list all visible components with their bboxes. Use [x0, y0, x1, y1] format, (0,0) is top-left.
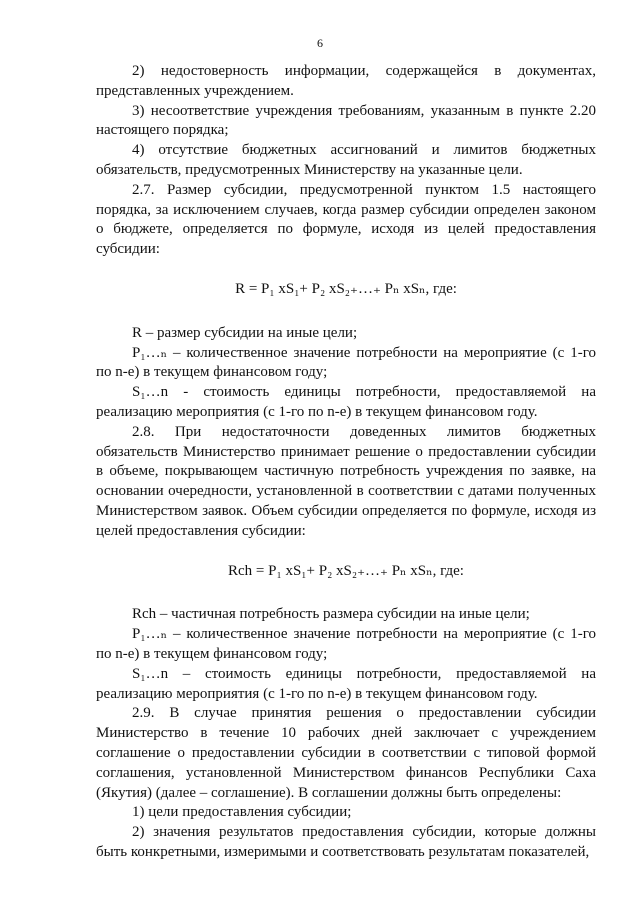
- definition-s-2: S₁…n – стоимость единицы потребности, предоставляемой на реализацию мероприятия (с 1-го по n-е) в текущем финансовом году.: [96, 665, 596, 702]
- paragraph-item-2: 2) недостоверность информации, содержащейся в документах, представленных учреждением.: [96, 63, 596, 99]
- definition-p-2: P₁…ₙ – количественное значение потребности на мероприятие (с 1-го по n-е) в текущем финансовом году;: [96, 626, 596, 662]
- definition-p: P₁…ₙ – количественное значение потребности на мероприятие (с 1-го по n-е) в текущем финансовом году;: [96, 344, 596, 381]
- paragraph-item-3: 3) несоответствие учреждения требованиям, указанным в пункте 2.20 настоящего порядка;: [96, 102, 596, 139]
- definition-rch: Rch – частичная потребность размера субсидии на иные цели;: [132, 606, 530, 623]
- paragraph-2-7: 2.7. Размер субсидии, предусмотренной пунктом 1.5 настоящего порядка, за исключением случаев, когда размер субсидии определен законом о бюджете, определяется по формуле, исходя из целей предоставления субсидии:: [96, 181, 596, 258]
- document-body: [96, 62, 596, 863]
- formula-partial-subsidy: Rch = P₁ xS₁+ P₂ xS₂₊…₊ Pₙ xSₙ, где:: [228, 562, 464, 579]
- paragraph-2-8: 2.8. При недостаточности доведенных лимитов бюджетных обязательств Министерство принимает решение о предоставлении субсидии в объеме, покрывающем частичную потребность учреждения по заявке, на основании очередности, установленной в соответствии с датами полученных Министерством заявок. Объем субсидии определяется по формуле, исходя из целей предоставления субсидии:: [96, 423, 596, 539]
- definition-r: R – размер субсидии на иные цели;: [132, 324, 358, 341]
- formula-subsidy: R = P₁ xS₁+ P₂ xS₂₊…₊ Pₙ xSₙ, где:: [235, 280, 457, 297]
- page-number: 6: [317, 36, 323, 50]
- paragraph-item-2-results: 2) значения результатов предоставления субсидии, которые должны быть конкретными, измеримыми и соответствовать результатам показателей,: [96, 824, 596, 860]
- definition-s: S₁…n - стоимость единицы потребности, предоставляемой на реализацию мероприятия (с 1-го по n-е) в текущем финансовом году.: [96, 384, 596, 420]
- paragraph-item-1-goals: 1) цели предоставления субсидии;: [132, 804, 352, 821]
- paragraph-item-4: 4) отсутствие бюджетных ассигнований и лимитов бюджетных обязательств, предусмотренных Министерству на указанные цели.: [96, 142, 596, 178]
- paragraph-2-9: 2.9. В случае принятия решения о предоставлении субсидии Министерство в течение 10 рабочих дней заключает с учреждением соглашение о предоставлении субсидии в соответствии с типовой формой соглашения, установленной Министерством финансов Республики Саха (Якутия) (далее – соглашение). В соглашении должны быть определены:: [96, 705, 596, 801]
